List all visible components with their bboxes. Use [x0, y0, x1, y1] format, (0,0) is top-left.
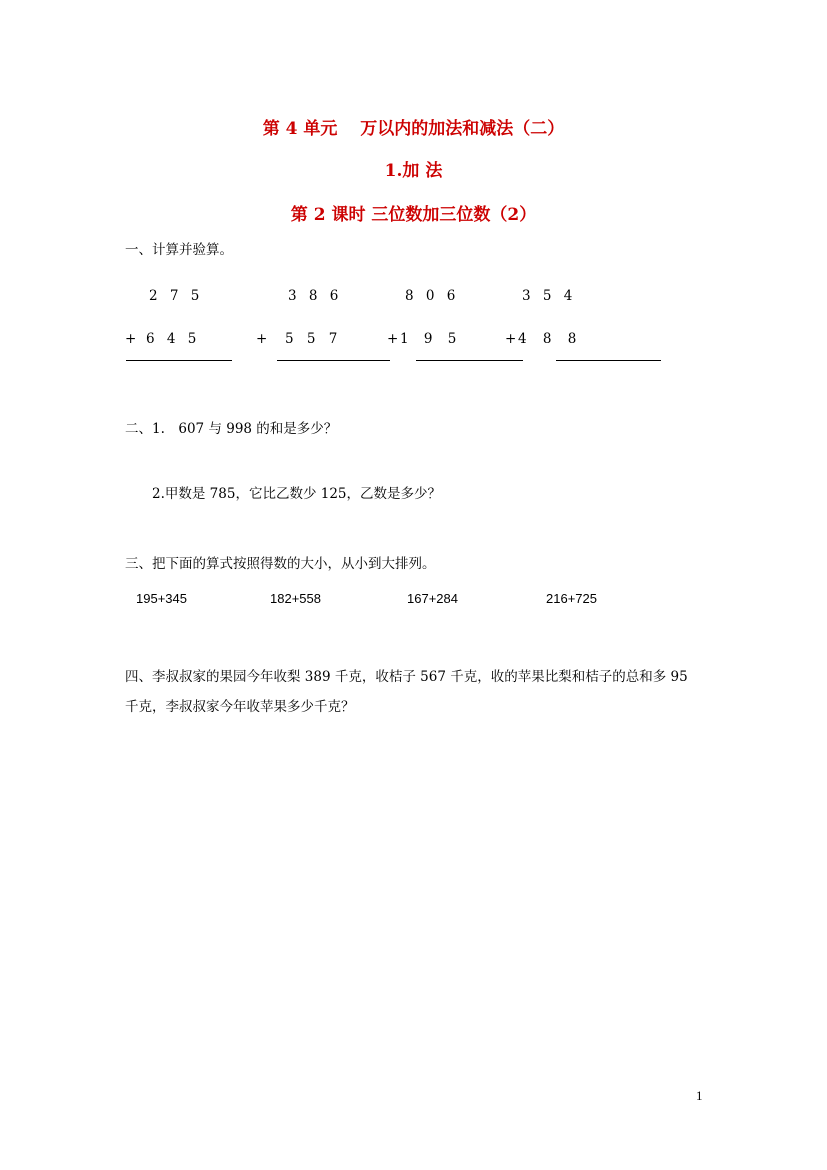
lesson-title: 第 2 课时 三位数加三位数（2）	[290, 205, 537, 225]
problem3-bottom: 1 9 5	[400, 331, 457, 347]
problem3-answer-line	[416, 360, 523, 361]
problem2-answer-line	[277, 360, 390, 361]
expression-item: 167+284	[407, 591, 458, 606]
section4-line1: 四、李叔叔家的果园今年收梨 389 千克，收桔子 567 千克，收的苹果比梨和桔子的总和多 95	[125, 669, 688, 685]
problem1-top: 2 7 5	[149, 288, 200, 304]
problem2-bottom: 5 5 7	[285, 331, 338, 347]
problem4-answer-line	[556, 360, 661, 361]
section3-heading: 三、把下面的算式按照得数的大小，从小到大排列。	[125, 556, 436, 572]
problem1-answer-line	[126, 360, 232, 361]
page-number: 1	[696, 1088, 703, 1103]
expression-item: 182+558	[270, 591, 321, 606]
problem1-bottom: 6 4 5	[146, 331, 197, 347]
section4-line2: 千克，李叔叔家今年收苹果多少千克？	[125, 699, 355, 715]
problem4-sign: +	[505, 331, 517, 347]
section2-question1: 二、1. 607 与 998 的和是多少？	[125, 421, 338, 437]
problem2-sign: +	[256, 331, 268, 347]
problem1-sign: +	[125, 331, 137, 347]
unit-title: 第 4 单元 万以内的加法和减法（二）	[262, 119, 565, 139]
problem2-top: 3 8 6	[288, 288, 339, 304]
problem4-top: 3 5 4	[522, 288, 573, 304]
problem3-top: 8 0 6	[405, 288, 456, 304]
problem3-sign: +	[387, 331, 399, 347]
section2-question2: 2.甲数是 785，它比乙数少 125，乙数是多少？	[152, 486, 441, 502]
problem4-bottom: 4 8 8	[518, 331, 577, 347]
expression-item: 195+345	[136, 591, 187, 606]
expression-item: 216+725	[546, 591, 597, 606]
section-title: 1.加 法	[384, 161, 443, 181]
section1-heading: 一、计算并验算。	[125, 242, 233, 258]
